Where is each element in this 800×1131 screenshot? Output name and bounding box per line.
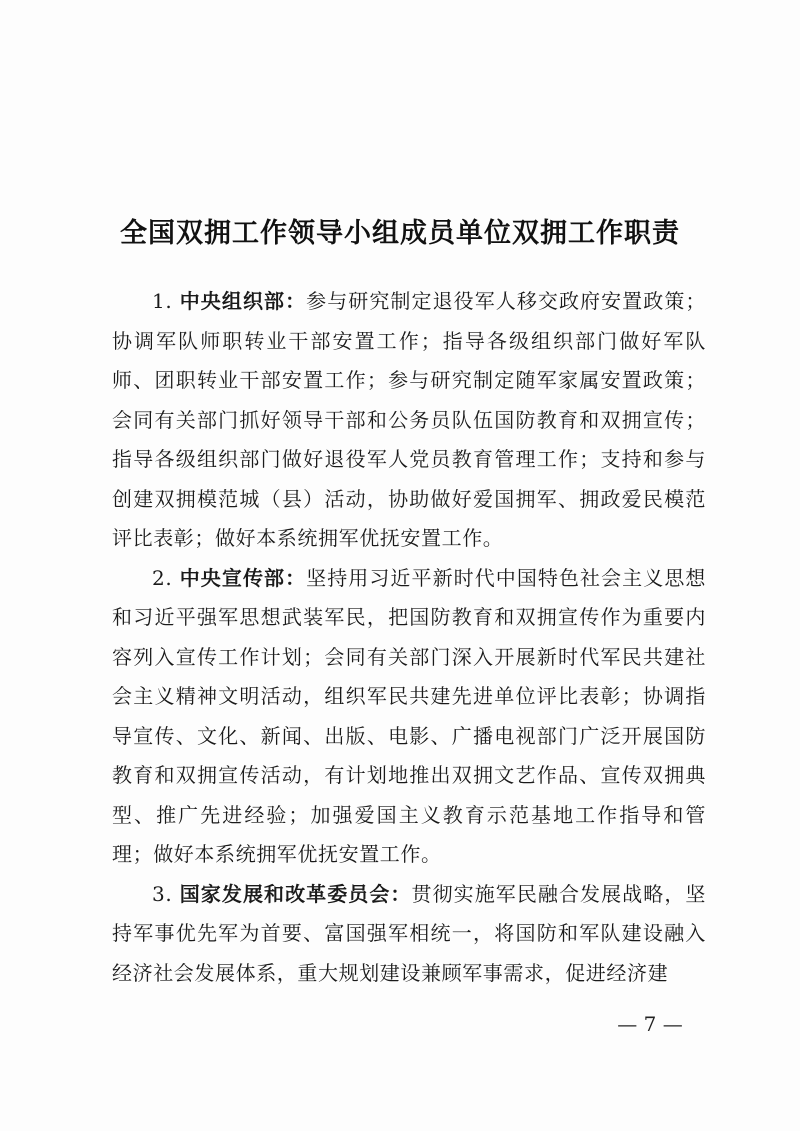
paragraph-heading: 国家发展和改革委员会：	[179, 881, 412, 906]
paragraph-heading: 中央宣传部：	[179, 565, 307, 590]
paragraph-text: 参与研究制定退役军人移交政府安置政策；协调军队师职转业干部安置工作；指导各级组织部门做好军队师、团职转业干部安置工作；参与研究制定随军家属安置政策；会同有关部门抓好领导干部和公务员队伍国防教育和双拥宣传；指导各级组织部门做好退役军人党员教育管理工作；支持和参与创建双拥模范城（县）活动，协助做好爱国拥军、拥政爱民模范评比表彰；做好本系统拥军优抚安置工作。	[112, 289, 706, 550]
paragraph-number: 2.	[152, 565, 173, 590]
page-number: — 7 —	[617, 1012, 683, 1036]
paragraph-heading: 中央组织部：	[179, 289, 307, 313]
paragraph-text: 贯彻实施军民融合发展战略，坚持军事优先军为首要、富国强军相统一，将国防和军队建设融入经济社会发展体系，重大规划建设兼顾军事需求，促进经济建	[112, 881, 706, 985]
paragraph-1	[112, 282, 706, 559]
paragraph-2	[112, 559, 706, 875]
paragraph-3	[112, 875, 706, 994]
paragraph-number: 3.	[152, 881, 173, 906]
paragraph-text: 坚持用习近平新时代中国特色社会主义思想和习近平强军思想武装军民，把国防教育和双拥宣传作为重要内容列入宣传工作计划；会同有关部门深入开展新时代军民共建社会主义精神文明活动，组织军民共建先进单位评比表彰；协调指导宣传、文化、新闻、出版、电影、广播电视部门广泛开展国防教育和双拥宣传活动，有计划地推出双拥文艺作品、宣传双拥典型、推广先进经验；加强爱国主义教育示范基地工作指导和管理；做好本系统拥军优抚安置工作。	[112, 565, 706, 866]
document-body	[112, 282, 706, 993]
paragraph-number: 1.	[152, 289, 173, 313]
document-title: 全国双拥工作领导小组成员单位双拥工作职责	[120, 218, 680, 250]
